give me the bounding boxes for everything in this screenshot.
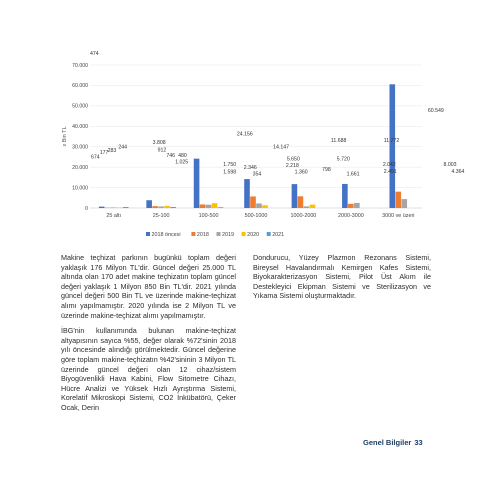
bar xyxy=(401,199,407,208)
data-label: 480 xyxy=(178,152,187,159)
bar xyxy=(395,192,401,208)
bar xyxy=(256,203,262,208)
bar xyxy=(244,179,250,208)
bar xyxy=(212,203,218,208)
data-label: 60.549 xyxy=(427,108,444,115)
data-label: 1.750 xyxy=(223,162,237,169)
y-tick-label: 30.000 xyxy=(72,144,88,151)
data-label: 283 xyxy=(107,148,117,155)
x-tick-label: 100-500 xyxy=(198,213,219,219)
y-tick-label: 10.000 xyxy=(72,185,88,192)
data-label: 244 xyxy=(118,144,128,151)
data-label: 798 xyxy=(322,166,331,173)
bar xyxy=(158,206,164,208)
data-label: 2.218 xyxy=(285,163,299,170)
legend-swatch xyxy=(242,232,246,236)
legend-swatch xyxy=(267,232,271,236)
data-label: 1.025 xyxy=(175,159,189,166)
bar xyxy=(111,207,117,208)
y-tick-label: 50.000 xyxy=(72,103,88,110)
y-tick-label: 70.000 xyxy=(72,62,88,69)
bar xyxy=(348,204,354,208)
page-number: 33 xyxy=(414,438,423,447)
bar xyxy=(218,207,224,208)
bar xyxy=(298,196,304,208)
data-label: 177 xyxy=(99,150,109,157)
page-footer xyxy=(363,438,423,447)
y-tick-label: 40.000 xyxy=(72,124,88,131)
x-tick-label: 500-1000 xyxy=(244,213,268,219)
bar xyxy=(304,206,310,208)
data-label: 3.808 xyxy=(152,139,166,146)
data-label: 746 xyxy=(166,152,176,159)
legend-label: 2018 öncesi xyxy=(151,232,181,238)
legend-label: 2019 xyxy=(222,232,234,238)
x-tick-label: 1000-2000 xyxy=(290,213,317,219)
x-tick-label: 25 altı xyxy=(106,213,122,219)
data-label: 2.491 xyxy=(383,168,397,175)
data-label: 5.650 xyxy=(286,156,300,163)
data-label: 1.661 xyxy=(346,171,360,178)
x-tick-label: 3000 ve üzeri xyxy=(382,213,415,219)
text-column-left xyxy=(61,253,236,419)
section-title: Genel Bilgiler xyxy=(363,438,412,447)
legend-swatch xyxy=(217,232,221,236)
bar xyxy=(262,205,268,208)
data-label: 5.720 xyxy=(336,156,350,163)
y-tick-label: 0 xyxy=(85,205,88,212)
paragraph: Dondurucu, Yüzey Plazmon Rezonans Sistemi, Bireysel Havalandırmalı Kemirgen Kafes Sistemi, Biyokarakterizasyon Sistemi, Pilot Üst Akım ile Destekleyici Ekipman Sistemi ve Sterilizasyon ve Yıkama Sistemi oluşturmaktadır. xyxy=(253,253,431,301)
data-label: 912 xyxy=(157,147,167,154)
bar xyxy=(310,205,316,208)
bar xyxy=(200,204,206,208)
y-axis-label: x Bin TL xyxy=(62,126,68,147)
paragraph: İBG'nin kullanımında bulunan makine-teçhizat altyapısının sayıca %55, değer olarak %72'sinin 2018 yılı öncesinde alındığı görülmektedir. Güncel değerine göre toplam makine-teçhizatın %42'sininin 3 Milyon TL üzerinde güncel değeri olan 12 cihaz/sistem Biyogüvenlikli Hava Kabini, Flow Sitometre Cihazı, Hücre Analizi ve Yüksek Hızlı Ayrıştırma Sistemi, Korelatif Mikroskopi Sistemi, CO2 İnkübatörü, Çeker Ocak, Derin xyxy=(61,326,236,412)
bar xyxy=(194,159,200,208)
legend-label: 2021 xyxy=(272,232,285,238)
data-label: 14.147 xyxy=(273,144,290,151)
data-label: 11.772 xyxy=(383,137,400,144)
data-label: 1.598 xyxy=(223,169,237,176)
data-label: 4.364 xyxy=(451,168,465,175)
bar xyxy=(99,207,105,208)
bar xyxy=(170,207,176,208)
y-tick-label: 60.000 xyxy=(72,83,88,90)
x-tick-label: 2000-3000 xyxy=(337,213,364,219)
data-label: 24.156 xyxy=(236,131,253,138)
bar xyxy=(152,206,158,208)
bar xyxy=(354,203,360,208)
data-label: 11.688 xyxy=(330,137,347,144)
data-label: 1.360 xyxy=(294,169,308,176)
paragraph: Makine teçhizat parkının bugünkü toplam değeri yaklaşık 176 Milyon TL'dir. Güncel değeri 25.000 TL altında olan 170 adet makine teçhizatın toplam güncel değeri yaklaşık 1 Milyon 850 Bin TL'dir. 2021 yılında güncel değeri 500 Bin TL ve üzerinde makine-teçhizat alımı yapılmamıştır. 2020 yılında ise 2 Milyon TL ve üzerinde makine-teçhizat alımı yapılmamıştır. xyxy=(61,253,236,320)
bar xyxy=(250,196,256,208)
bar xyxy=(342,184,348,208)
data-label: 354 xyxy=(252,171,262,178)
legend-label: 2018 xyxy=(196,232,209,238)
bar xyxy=(123,207,129,208)
bar xyxy=(389,84,395,208)
legend-label: 2020 xyxy=(247,232,260,238)
bar xyxy=(206,205,212,208)
data-label: 8.003 xyxy=(443,162,457,169)
bar xyxy=(146,200,152,208)
data-label: 2.346 xyxy=(243,165,257,172)
data-label: 674 xyxy=(90,154,100,161)
bar-chart xyxy=(60,51,465,245)
text-column-right xyxy=(253,253,431,307)
bar xyxy=(292,184,298,208)
legend-swatch xyxy=(191,232,195,236)
data-label: 474 xyxy=(90,51,99,57)
x-tick-label: 25-100 xyxy=(152,213,170,219)
bar xyxy=(164,206,170,208)
y-tick-label: 20.000 xyxy=(72,164,88,171)
data-label: 2.042 xyxy=(382,162,396,169)
legend-swatch xyxy=(146,232,150,236)
